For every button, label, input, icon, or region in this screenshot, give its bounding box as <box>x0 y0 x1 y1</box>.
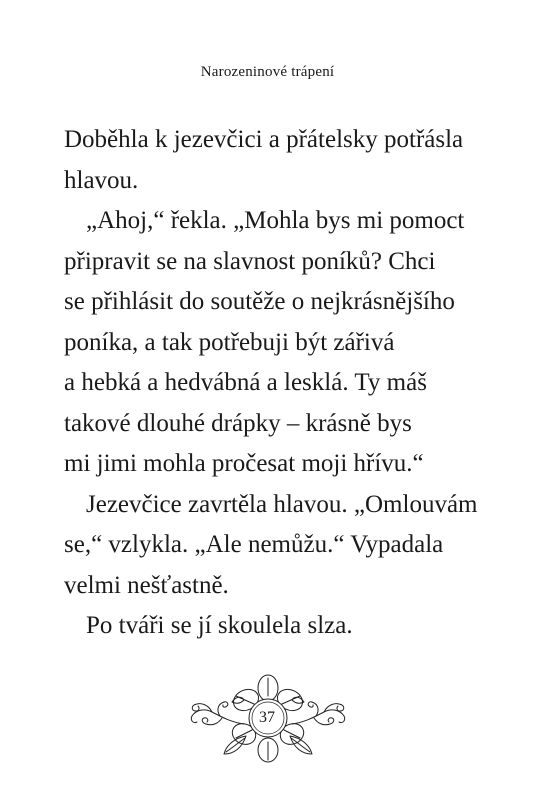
text-line: takové dlouhé drápky – krásně bys <box>64 409 412 437</box>
text-line: poníka, a tak potřebuji být zářivá <box>64 328 395 356</box>
running-head: Narozeninové trápení <box>200 64 335 80</box>
paragraph-2 <box>64 201 484 485</box>
text-line: hlavou. <box>64 166 139 194</box>
text-line: a hebká a hedvábná a lesklá. Ty máš <box>64 369 427 396</box>
text-line: se,“ vzlykla. „Ale nemůžu.“ Vypadala <box>64 531 444 558</box>
page-number: 37 <box>259 709 275 726</box>
text-line: velmi nešťastně. <box>64 571 229 599</box>
text-line: Po tváři se jí skoulela slza. <box>86 612 353 639</box>
paragraph-4 <box>64 606 484 647</box>
paragraph-1 <box>64 120 484 201</box>
text-line: Jezevčice zavrtěla hlavou. „Omlouvám <box>86 490 478 518</box>
text-line: se přihlásit do soutěže o nejkrásnějšího <box>64 288 455 315</box>
paragraph-3 <box>64 485 484 607</box>
text-line: „Ahoj,“ řekla. „Mohla bys mi pomoct <box>86 207 465 234</box>
text-line: připravit se na slavnost poníků? Chci <box>64 247 436 275</box>
text-line: Doběhla k jezevčici a přátelsky potřásla <box>64 126 464 153</box>
text-line: mi jimi mohla pročesat moji hřívu.“ <box>64 450 424 477</box>
body-text <box>64 120 484 647</box>
